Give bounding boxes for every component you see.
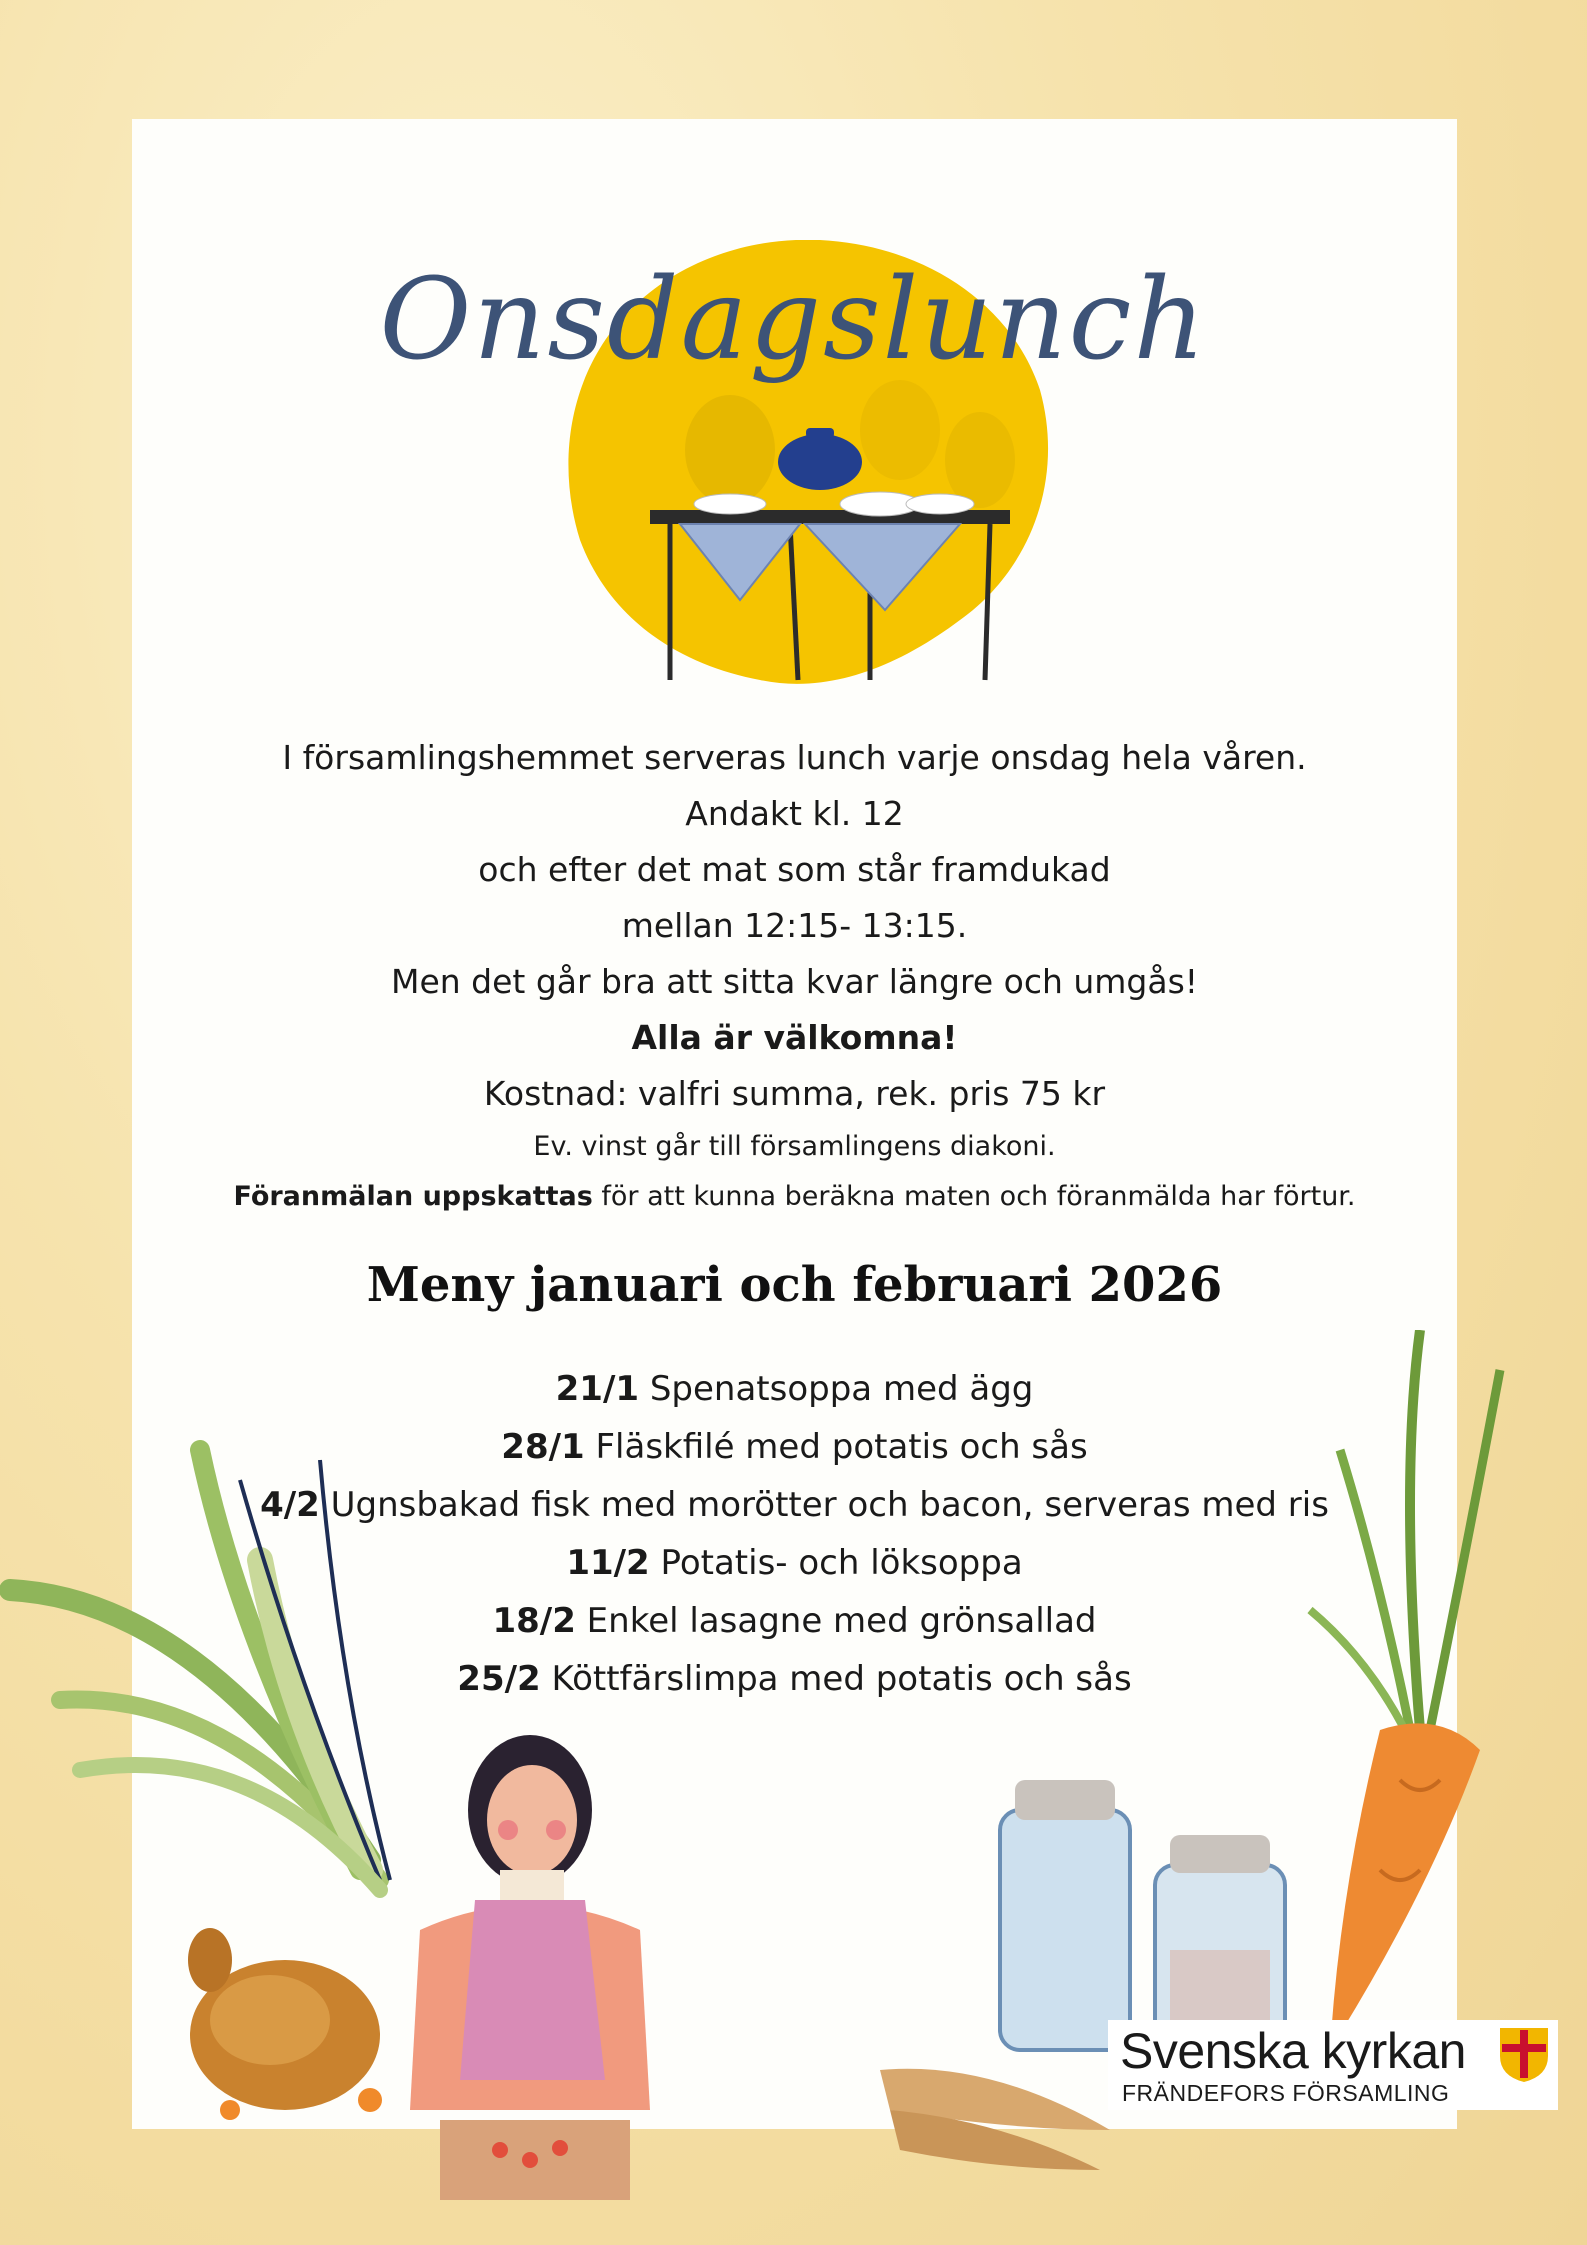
registration-bold: Föranmälan uppskattas (233, 1181, 593, 1212)
intro-line: och efter det mat som står framdukad (478, 850, 1111, 889)
woman-cooking-illustration (380, 1730, 680, 2210)
intro-line: mellan 12:15- 13:15. (621, 906, 968, 945)
menu-dish: Ugnsbakad fisk med morötter och bacon, serveras med ris (319, 1485, 1329, 1525)
menu-date: 28/1 (501, 1427, 585, 1467)
menu-item (132, 1418, 1457, 1476)
intro-line: I församlingshemmet serveras lunch varje onsdag hela våren. (282, 738, 1307, 777)
menu-date: 11/2 (566, 1543, 650, 1583)
menu-list (132, 1360, 1457, 1708)
menu-item (132, 1476, 1457, 1534)
roast-chicken-illustration (170, 1920, 400, 2130)
registration-text (132, 1172, 1457, 1222)
page-title: Onsdagslunch (379, 255, 1208, 385)
cost-text: Kostnad: valfri summa, rek. pris 75 kr (483, 1074, 1106, 1113)
welcome-text: Alla är välkomna! (631, 1018, 958, 1057)
profit-text: Ev. vinst går till församlingens diakoni. (533, 1131, 1056, 1162)
parsnips-illustration (860, 2040, 1130, 2180)
menu-dish: Spenatsoppa med ägg (639, 1369, 1034, 1409)
menu-item (132, 1360, 1457, 1418)
menu-date: 25/2 (457, 1659, 541, 1699)
menu-title: Meny januari och februari 2026 (366, 1257, 1223, 1313)
menu-date: 4/2 (260, 1485, 320, 1525)
menu-dish: Enkel lasagne med grönsallad (575, 1601, 1097, 1641)
brand-name: Svenska kyrkan (1120, 2023, 1466, 2079)
menu-date: 21/1 (555, 1369, 640, 1409)
intro-line: Andakt kl. 12 (685, 794, 904, 833)
menu-dish: Köttfärslimpa med potatis och sås (540, 1659, 1132, 1699)
brand-subtitle: FRÄNDEFORS FÖRSAMLING (1122, 2080, 1450, 2106)
menu-dish: Potatis- och löksoppa (649, 1543, 1023, 1583)
menu-date: 18/2 (492, 1601, 576, 1641)
menu-item (132, 1650, 1457, 1708)
intro-text (132, 730, 1457, 1222)
intro-line: Men det går bra att sitta kvar längre och umgås! (390, 962, 1199, 1001)
brand-logo (1108, 2020, 1558, 2110)
menu-item (132, 1534, 1457, 1592)
menu-item (132, 1592, 1457, 1650)
menu-dish: Fläskfilé med potatis och sås (584, 1427, 1088, 1467)
registration-rest: för att kunna beräkna maten och föranmälda har förtur. (592, 1181, 1356, 1212)
church-crest-icon (1498, 2026, 1550, 2084)
